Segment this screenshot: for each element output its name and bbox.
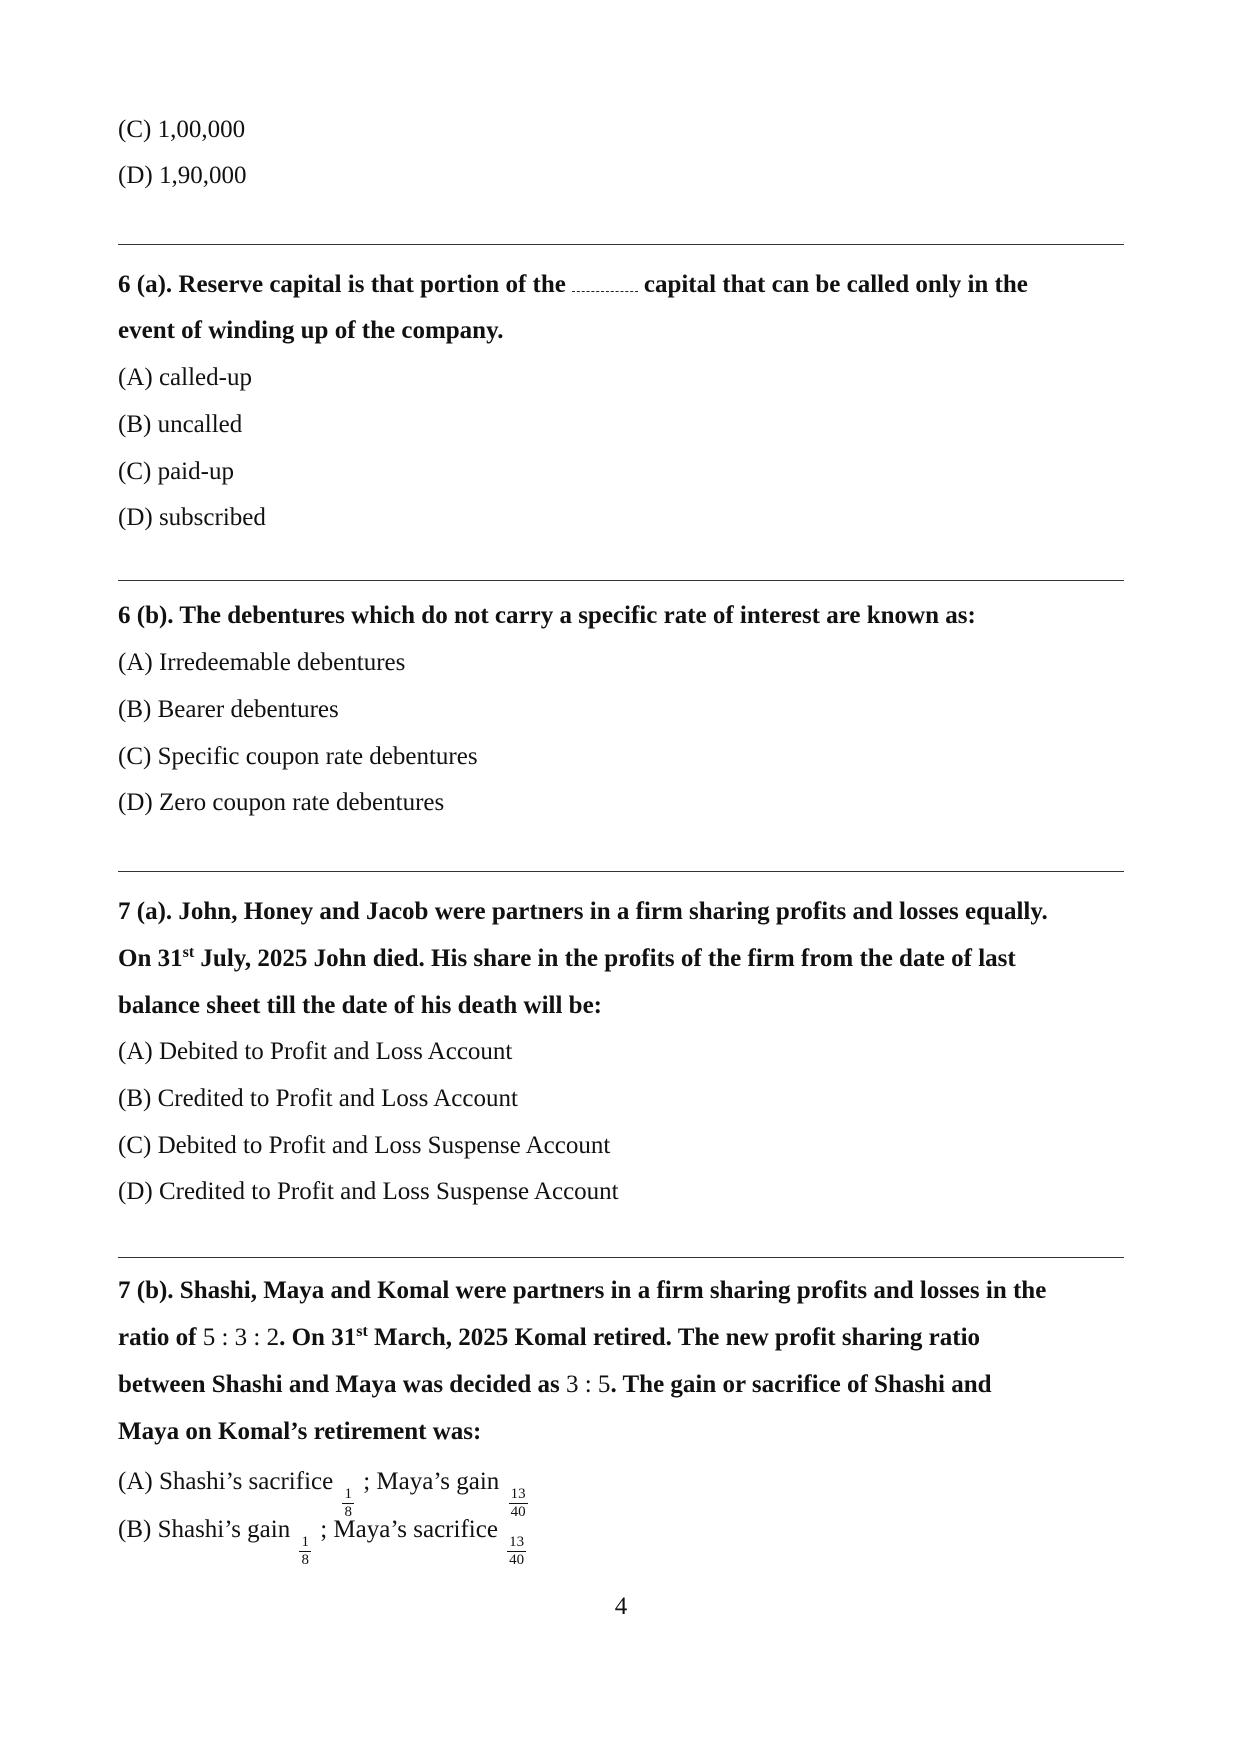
question-7b-text: between Shashi and Maya was decided as bbox=[118, 1371, 566, 1398]
numerator: 1 bbox=[301, 1534, 309, 1550]
option-d: (D) 1,90,000 bbox=[118, 162, 247, 189]
option-c: (C) paid-up bbox=[118, 458, 234, 485]
divider bbox=[118, 580, 1124, 581]
option-b: (B) uncalled bbox=[118, 411, 243, 438]
question-6a-line-1 bbox=[118, 270, 1028, 300]
question-7b-line-3 bbox=[118, 1370, 992, 1400]
numerator: 13 bbox=[509, 1534, 525, 1550]
question-7b-line-4: Maya on Komal’s retirement was: bbox=[118, 1418, 482, 1445]
divider bbox=[118, 871, 1124, 872]
numerator: 13 bbox=[510, 1486, 526, 1502]
fraction bbox=[299, 1535, 311, 1568]
denominator: 40 bbox=[510, 1504, 526, 1520]
option-a-text: (A) Shashi’s sacrifice bbox=[118, 1468, 334, 1495]
option-b: (B) Bearer debentures bbox=[118, 696, 339, 723]
question-7a-line-1: 7 (a). John, Honey and Jacob were partners in a firm sharing profits and losses equally. bbox=[118, 898, 1048, 925]
question-6a-text-after: capital that can be called only in the bbox=[643, 271, 1028, 298]
option-a bbox=[118, 1467, 531, 1520]
option-a: (A) called-up bbox=[118, 364, 252, 391]
question-7b-line-2 bbox=[118, 1323, 980, 1353]
denominator: 8 bbox=[301, 1552, 309, 1568]
option-b-text: (B) Shashi’s gain bbox=[118, 1516, 291, 1543]
question-7b-text: . On 31 bbox=[279, 1324, 357, 1351]
question-7a-text: On 31 bbox=[118, 945, 183, 972]
question-7a-line-2 bbox=[118, 944, 1016, 974]
fraction bbox=[507, 1535, 526, 1568]
option-d: (D) Zero coupon rate debentures bbox=[118, 789, 445, 816]
option-c: (C) 1,00,000 bbox=[118, 116, 246, 143]
question-6a-text-before: 6 (a). Reserve capital is that portion of the bbox=[118, 271, 566, 298]
option-a: (A) Irredeemable debentures bbox=[118, 649, 406, 676]
ordinal-suffix: st bbox=[182, 944, 195, 961]
fill-blank bbox=[572, 277, 638, 292]
divider bbox=[118, 1257, 1124, 1258]
question-7b-text: . The gain or sacrifice of Shashi and bbox=[610, 1371, 992, 1398]
divider bbox=[118, 244, 1124, 245]
option-a-text: ; Maya’s gain bbox=[363, 1468, 500, 1495]
option-c: (C) Debited to Profit and Loss Suspense Account bbox=[118, 1132, 611, 1159]
question-7b-line-1: 7 (b). Shashi, Maya and Komal were partners in a firm sharing profits and losses in the bbox=[118, 1277, 1047, 1304]
option-c: (C) Specific coupon rate debentures bbox=[118, 743, 478, 770]
ordinal-suffix: st bbox=[356, 1323, 368, 1340]
question-6b-text: 6 (b). The debentures which do not carry a specific rate of interest are known as: bbox=[118, 602, 976, 629]
question-7b-text: ratio of bbox=[118, 1324, 203, 1351]
ratio: 5 : 3 : 2 bbox=[202, 1324, 280, 1351]
option-a: (A) Debited to Profit and Loss Account bbox=[118, 1038, 513, 1065]
question-7a-text: July, 2025 John died. His share in the profits of the firm from the date of last bbox=[194, 945, 1016, 972]
option-b bbox=[118, 1515, 529, 1568]
option-b: (B) Credited to Profit and Loss Account bbox=[118, 1085, 518, 1112]
option-d: (D) subscribed bbox=[118, 504, 266, 531]
numerator: 1 bbox=[344, 1486, 352, 1502]
question-7a-line-3: balance sheet till the date of his death will be: bbox=[118, 992, 603, 1019]
question-6a-line-2: event of winding up of the company. bbox=[118, 317, 504, 344]
ratio: 3 : 5 bbox=[565, 1371, 611, 1398]
denominator: 40 bbox=[509, 1552, 525, 1568]
option-b-text: ; Maya’s sacrifice bbox=[320, 1516, 498, 1543]
option-d: (D) Credited to Profit and Loss Suspense Account bbox=[118, 1178, 619, 1205]
question-7b-text: March, 2025 Komal retired. The new profit sharing ratio bbox=[367, 1324, 981, 1351]
page-number: 4 bbox=[614, 1593, 628, 1620]
denominator: 8 bbox=[344, 1504, 352, 1520]
